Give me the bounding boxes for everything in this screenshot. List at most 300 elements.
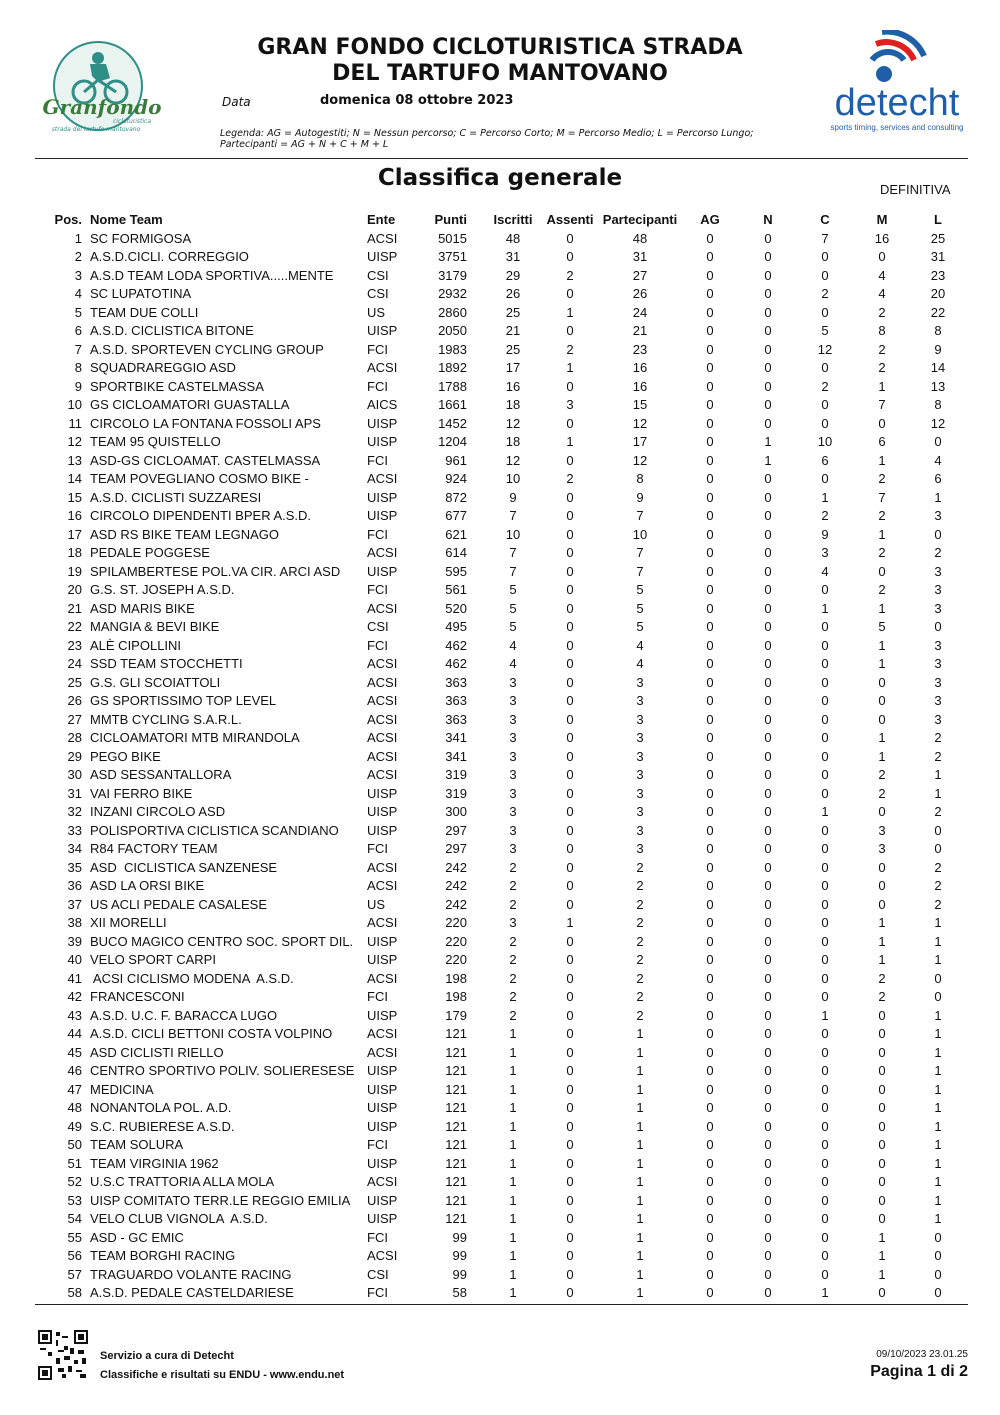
cell-punti: 5015 <box>438 230 467 246</box>
cell-m: 7 <box>878 397 886 412</box>
column-header-c: C <box>820 212 830 227</box>
cell-team-name: SC LUPATOTINA <box>90 286 192 301</box>
table-row <box>35 840 968 859</box>
cell-iscritti: 1 <box>509 1174 517 1189</box>
cell-ag: 0 <box>706 952 714 967</box>
cell-m: 0 <box>878 1211 886 1226</box>
cell-c: 0 <box>821 674 829 690</box>
cell-ag: 0 <box>706 286 714 301</box>
table-row <box>35 1099 968 1118</box>
cell-c: 2 <box>821 378 829 394</box>
cell-partecipanti: 8 <box>636 471 644 486</box>
table-row <box>35 304 968 323</box>
cell-m: 2 <box>878 508 886 523</box>
cell-ente: ACSI <box>367 1248 398 1263</box>
cell-team-name: SPILAMBERTESE POL.VA CIR. ARCI ASD <box>90 563 341 579</box>
table-row <box>35 859 968 878</box>
cell-ente: CSI <box>367 619 389 634</box>
cell-ente: UISP <box>367 1155 398 1171</box>
cell-l: 0 <box>934 1285 942 1300</box>
cell-ag: 0 <box>706 452 714 468</box>
cell-partecipanti: 31 <box>632 249 648 264</box>
cell-c: 2 <box>821 508 829 523</box>
cell-c: 0 <box>821 1248 829 1263</box>
cell-iscritti: 3 <box>509 915 517 930</box>
cell-pos: 30 <box>67 767 82 782</box>
cell-l: 13 <box>930 378 946 394</box>
cell-iscritti: 1 <box>509 1063 517 1078</box>
cell-n: 0 <box>764 841 772 856</box>
cell-ente: UISP <box>367 804 398 819</box>
cell-c: 0 <box>821 970 829 986</box>
cell-pos: 15 <box>67 489 82 505</box>
cell-ag: 0 <box>706 1285 714 1300</box>
cell-n: 0 <box>764 1229 772 1245</box>
cell-c: 0 <box>821 1081 829 1097</box>
cell-team-name: TEAM VIRGINIA 1962 <box>90 1155 219 1171</box>
table-row <box>35 230 968 249</box>
cell-ente: FCI <box>367 378 388 394</box>
table-row <box>35 822 968 841</box>
cell-punti: 198 <box>445 970 467 986</box>
cell-partecipanti: 2 <box>636 989 644 1004</box>
cell-assenti: 0 <box>566 249 574 264</box>
cell-punti: 3751 <box>438 249 467 264</box>
cell-punti: 924 <box>445 471 467 486</box>
cell-n: 0 <box>764 1026 772 1041</box>
cell-team-name: SPORTBIKE CASTELMASSA <box>90 378 264 394</box>
cell-ag: 0 <box>706 730 714 745</box>
cell-l: 20 <box>930 286 946 301</box>
cell-n: 0 <box>764 249 772 264</box>
cell-assenti: 0 <box>566 508 574 523</box>
cell-m: 0 <box>878 1174 886 1189</box>
cell-team-name: G.S. GLI SCOIATTOLI <box>90 674 221 690</box>
cell-team-name: U.S.C TRATTORIA ALLA MOLA <box>90 1174 275 1189</box>
cell-ag: 0 <box>706 859 714 875</box>
cell-n: 0 <box>764 1155 772 1171</box>
cell-partecipanti: 4 <box>636 656 644 671</box>
cell-iscritti: 2 <box>509 859 517 875</box>
cell-partecipanti: 16 <box>632 378 648 394</box>
cell-m: 0 <box>878 1007 886 1023</box>
status-badge: DEFINITIVA <box>880 182 951 197</box>
cell-team-name: INZANI CIRCOLO ASD <box>90 804 226 819</box>
cell-l: 1 <box>934 1100 942 1115</box>
cell-c: 0 <box>821 249 829 264</box>
cell-n: 0 <box>764 378 772 394</box>
cell-m: 1 <box>878 1248 886 1263</box>
logo-right-tagline: sports timing, services and consulting <box>830 123 964 132</box>
table-row <box>35 914 968 933</box>
cell-punti: 121 <box>445 1192 467 1208</box>
cell-iscritti: 7 <box>509 563 517 579</box>
cell-iscritti: 2 <box>509 989 517 1004</box>
cell-pos: 20 <box>67 582 82 597</box>
cell-team-name: VELO CLUB VIGNOLA A.S.D. <box>90 1211 268 1226</box>
cell-iscritti: 1 <box>509 1081 517 1097</box>
cell-c: 0 <box>821 989 829 1004</box>
cell-punti: 1892 <box>438 360 467 375</box>
cell-pos: 48 <box>67 1100 82 1115</box>
cell-l: 0 <box>934 434 942 449</box>
cell-team-name: PEGO BIKE <box>90 748 161 764</box>
cell-team-name: GS SPORTISSIMO TOP LEVEL <box>90 693 277 708</box>
cell-c: 0 <box>821 748 829 764</box>
cell-m: 0 <box>878 1155 886 1171</box>
cell-ag: 0 <box>706 878 714 893</box>
cell-m: 2 <box>878 471 886 486</box>
table-row <box>35 988 968 1007</box>
cell-punti: 872 <box>445 489 467 505</box>
cell-pos: 39 <box>67 933 82 949</box>
cell-c: 0 <box>821 1044 829 1060</box>
cell-pos: 3 <box>74 267 82 283</box>
cell-pos: 10 <box>67 397 82 412</box>
cell-c: 0 <box>821 1118 829 1134</box>
cell-m: 1 <box>878 748 886 764</box>
cell-ente: ACSI <box>367 674 398 690</box>
column-header-punti: Punti <box>434 212 467 227</box>
cell-punti: 677 <box>445 508 467 523</box>
cell-ente: UISP <box>367 415 398 431</box>
table-row <box>35 1229 968 1248</box>
cell-ag: 0 <box>706 1118 714 1134</box>
cell-team-name: A.S.D TEAM LODA SPORTIVA.....MENTE <box>90 267 334 283</box>
cell-ag: 0 <box>706 545 714 560</box>
cell-l: 31 <box>930 249 946 264</box>
cell-ente: CSI <box>367 267 389 283</box>
cell-pos: 5 <box>74 304 82 320</box>
cell-iscritti: 29 <box>505 267 521 283</box>
cell-assenti: 0 <box>566 804 574 819</box>
cell-ag: 0 <box>706 434 714 449</box>
cell-ente: UISP <box>367 489 398 505</box>
cell-l: 0 <box>934 1248 942 1263</box>
cell-n: 0 <box>764 674 772 690</box>
table-row <box>35 1155 968 1174</box>
cell-c: 1 <box>821 1285 829 1300</box>
cell-assenti: 1 <box>566 434 574 449</box>
cell-partecipanti: 21 <box>632 323 648 338</box>
table-row <box>35 452 968 471</box>
cell-m: 1 <box>878 452 886 468</box>
cell-punti: 462 <box>445 637 467 653</box>
cell-ente: ACSI <box>367 656 398 671</box>
cell-iscritti: 3 <box>509 693 517 708</box>
cell-ag: 0 <box>706 304 714 320</box>
cell-punti: 341 <box>445 748 467 764</box>
cell-pos: 38 <box>67 915 82 930</box>
cell-c: 1 <box>821 489 829 505</box>
cell-partecipanti: 3 <box>636 730 644 745</box>
cell-m: 0 <box>878 1044 886 1060</box>
cell-team-name: ASD CICLISTI RIELLO <box>90 1044 224 1060</box>
cell-l: 3 <box>934 711 942 727</box>
cell-assenti: 1 <box>566 360 574 375</box>
cell-l: 2 <box>934 878 942 893</box>
cell-l: 14 <box>930 360 946 375</box>
cell-n: 0 <box>764 1081 772 1097</box>
cell-team-name: VAI FERRO BIKE <box>90 785 193 801</box>
cell-partecipanti: 1 <box>636 1192 644 1208</box>
table-row <box>35 655 968 674</box>
cell-ente: FCI <box>367 526 388 542</box>
detecht-logo <box>822 30 972 135</box>
cell-iscritti: 5 <box>509 600 517 616</box>
cell-pos: 21 <box>67 600 82 616</box>
cell-assenti: 0 <box>566 286 574 301</box>
cell-iscritti: 2 <box>509 878 517 893</box>
cell-n: 0 <box>764 1044 772 1060</box>
cell-assenti: 0 <box>566 230 574 246</box>
cell-iscritti: 1 <box>509 1100 517 1115</box>
cell-partecipanti: 1 <box>636 1044 644 1060</box>
cell-partecipanti: 2 <box>636 878 644 893</box>
cell-l: 2 <box>934 545 942 560</box>
cell-team-name: A.S.D.CICLI. CORREGGIO <box>90 249 249 264</box>
cell-partecipanti: 1 <box>636 1285 644 1300</box>
cell-ag: 0 <box>706 1155 714 1171</box>
cell-team-name: MEDICINA <box>90 1081 154 1097</box>
cell-assenti: 0 <box>566 859 574 875</box>
cell-ente: CSI <box>367 1266 389 1282</box>
cell-ente: FCI <box>367 452 388 468</box>
cell-n: 0 <box>764 563 772 579</box>
cell-c: 10 <box>817 434 833 449</box>
cell-team-name: TEAM BORGHI RACING <box>90 1248 236 1263</box>
cell-c: 1 <box>821 804 829 819</box>
cell-c: 0 <box>821 1137 829 1152</box>
cell-n: 0 <box>764 859 772 875</box>
cell-m: 0 <box>878 693 886 708</box>
cell-iscritti: 4 <box>509 637 517 653</box>
cell-team-name: ASD SESSANTALLORA <box>90 767 232 782</box>
cell-l: 2 <box>934 748 942 764</box>
cell-assenti: 0 <box>566 563 574 579</box>
cell-ag: 0 <box>706 360 714 375</box>
cell-pos: 37 <box>67 896 82 912</box>
cell-punti: 300 <box>445 804 467 819</box>
cell-l: 1 <box>934 1007 942 1023</box>
cell-n: 0 <box>764 693 772 708</box>
logo-right-text: detecht <box>834 82 960 124</box>
cell-pos: 49 <box>67 1118 82 1134</box>
cell-c: 0 <box>821 360 829 375</box>
cell-punti: 2050 <box>438 323 467 338</box>
cell-partecipanti: 26 <box>632 286 648 301</box>
cell-ente: UISP <box>367 822 398 838</box>
cell-pos: 22 <box>67 619 82 634</box>
cell-ente: UISP <box>367 1063 398 1078</box>
cell-c: 0 <box>821 1229 829 1245</box>
cell-partecipanti: 1 <box>636 1248 644 1263</box>
cell-punti: 614 <box>445 545 467 560</box>
cell-ag: 0 <box>706 674 714 690</box>
cell-l: 3 <box>934 674 942 690</box>
cell-partecipanti: 3 <box>636 841 644 856</box>
divider-bottom <box>35 1304 968 1305</box>
table-row <box>35 729 968 748</box>
cell-c: 0 <box>821 785 829 801</box>
cell-pos: 13 <box>67 452 82 468</box>
cell-m: 2 <box>878 767 886 782</box>
date-label: Data <box>222 95 251 109</box>
cell-partecipanti: 1 <box>636 1026 644 1041</box>
cell-n: 0 <box>764 1211 772 1226</box>
cell-n: 0 <box>764 989 772 1004</box>
cell-c: 5 <box>821 323 829 338</box>
cell-punti: 3179 <box>438 267 467 283</box>
table-row <box>35 1062 968 1081</box>
cell-m: 0 <box>878 1081 886 1097</box>
cell-l: 2 <box>934 896 942 912</box>
cell-n: 0 <box>764 822 772 838</box>
cell-punti: 621 <box>445 526 467 542</box>
table-row <box>35 600 968 619</box>
cell-pos: 34 <box>67 841 82 856</box>
cell-partecipanti: 3 <box>636 767 644 782</box>
footer-results-link[interactable]: Classifiche e risultati su ENDU - www.endu.net <box>100 1369 345 1381</box>
cell-m: 1 <box>878 730 886 745</box>
cell-ag: 0 <box>706 397 714 412</box>
cell-team-name: POLISPORTIVA CICLISTICA SCANDIANO <box>90 822 339 838</box>
cell-team-name: PEDALE POGGESE <box>90 545 210 560</box>
cell-assenti: 0 <box>566 1155 574 1171</box>
cell-iscritti: 25 <box>505 304 521 320</box>
cell-partecipanti: 1 <box>636 1174 644 1189</box>
cell-m: 1 <box>878 915 886 930</box>
cell-l: 1 <box>934 952 942 967</box>
cell-team-name: CIRCOLO LA FONTANA FOSSOLI APS <box>90 415 321 431</box>
cell-partecipanti: 3 <box>636 804 644 819</box>
cell-punti: 242 <box>445 896 467 912</box>
cell-iscritti: 3 <box>509 822 517 838</box>
table-row <box>35 285 968 304</box>
cell-ag: 0 <box>706 637 714 653</box>
cell-c: 0 <box>821 1063 829 1078</box>
cell-team-name: SC FORMIGOSA <box>90 230 192 246</box>
cell-m: 1 <box>878 1266 886 1282</box>
cell-punti: 363 <box>445 693 467 708</box>
cell-team-name: ASD CICLISTICA SANZENESE <box>90 859 278 875</box>
cell-ag: 0 <box>706 526 714 542</box>
cell-ag: 0 <box>706 471 714 486</box>
cell-punti: 179 <box>445 1007 467 1023</box>
table-row <box>35 415 968 434</box>
cell-partecipanti: 17 <box>632 434 648 449</box>
cell-pos: 4 <box>74 286 82 301</box>
cell-ente: FCI <box>367 1229 388 1245</box>
cell-ag: 0 <box>706 230 714 246</box>
table-row <box>35 1192 968 1211</box>
cell-team-name: S.C. RUBIERESE A.S.D. <box>90 1118 235 1134</box>
cell-m: 0 <box>878 1026 886 1041</box>
table-row <box>35 359 968 378</box>
cell-ag: 0 <box>706 1044 714 1060</box>
cell-iscritti: 10 <box>505 471 521 486</box>
cell-iscritti: 1 <box>509 1155 517 1171</box>
cell-team-name: BUCO MAGICO CENTRO SOC. SPORT DIL. <box>90 933 354 949</box>
cell-assenti: 0 <box>566 748 574 764</box>
cell-iscritti: 1 <box>509 1192 517 1208</box>
cell-punti: 121 <box>445 1137 467 1152</box>
cell-iscritti: 3 <box>509 674 517 690</box>
cell-pos: 55 <box>67 1229 82 1245</box>
cell-m: 8 <box>878 323 886 338</box>
cell-n: 0 <box>764 1192 772 1208</box>
page-number: Pagina 1 di 2 <box>870 1363 968 1380</box>
cell-m: 0 <box>878 1100 886 1115</box>
cell-m: 1 <box>878 600 886 616</box>
cell-c: 0 <box>821 1266 829 1282</box>
table-row <box>35 248 968 267</box>
cell-m: 2 <box>878 785 886 801</box>
cell-punti: 297 <box>445 822 467 838</box>
cell-punti: 1204 <box>438 434 467 449</box>
cell-c: 0 <box>821 656 829 671</box>
cell-partecipanti: 3 <box>636 674 644 690</box>
cell-punti: 297 <box>445 841 467 856</box>
table-row <box>35 877 968 896</box>
cell-pos: 17 <box>67 526 82 542</box>
cell-ente: ACSI <box>367 767 398 782</box>
cell-punti: 363 <box>445 674 467 690</box>
table-row <box>35 1284 968 1303</box>
cell-n: 0 <box>764 471 772 486</box>
qr-code-icon <box>38 1330 88 1380</box>
cell-iscritti: 2 <box>509 933 517 949</box>
cell-ag: 0 <box>706 970 714 986</box>
column-header-ag: AG <box>700 212 720 227</box>
cell-n: 0 <box>764 656 772 671</box>
cell-l: 25 <box>930 230 946 246</box>
cell-l: 1 <box>934 767 942 782</box>
cell-l: 1 <box>934 1174 942 1189</box>
cell-ente: UISP <box>367 1007 398 1023</box>
cell-team-name: XII MORELLI <box>90 915 167 930</box>
cell-m: 3 <box>878 841 886 856</box>
cell-pos: 36 <box>67 878 82 893</box>
cell-punti: 121 <box>445 1026 467 1041</box>
table-row <box>35 1118 968 1137</box>
cell-ente: UISP <box>367 952 398 967</box>
cell-n: 0 <box>764 785 772 801</box>
cell-iscritti: 21 <box>505 323 521 338</box>
cell-assenti: 1 <box>566 915 574 930</box>
cell-ente: UISP <box>367 785 398 801</box>
cell-ente: ACSI <box>367 748 398 764</box>
cell-team-name: A.S.D. SPORTEVEN CYCLING GROUP <box>90 341 324 357</box>
cell-pos: 43 <box>67 1007 82 1023</box>
table-row <box>35 618 968 637</box>
cell-n: 0 <box>764 1100 772 1115</box>
cell-c: 0 <box>821 841 829 856</box>
table-row <box>35 951 968 970</box>
cell-l: 3 <box>934 656 942 671</box>
cell-n: 0 <box>764 1248 772 1263</box>
cell-ag: 0 <box>706 1137 714 1152</box>
cell-pos: 24 <box>67 656 82 671</box>
cell-iscritti: 25 <box>505 341 521 357</box>
cell-ag: 0 <box>706 841 714 856</box>
cell-assenti: 0 <box>566 896 574 912</box>
cell-m: 4 <box>878 286 886 301</box>
cell-ag: 0 <box>706 415 714 431</box>
cell-ag: 0 <box>706 767 714 782</box>
cell-partecipanti: 5 <box>636 582 644 597</box>
cell-iscritti: 3 <box>509 748 517 764</box>
